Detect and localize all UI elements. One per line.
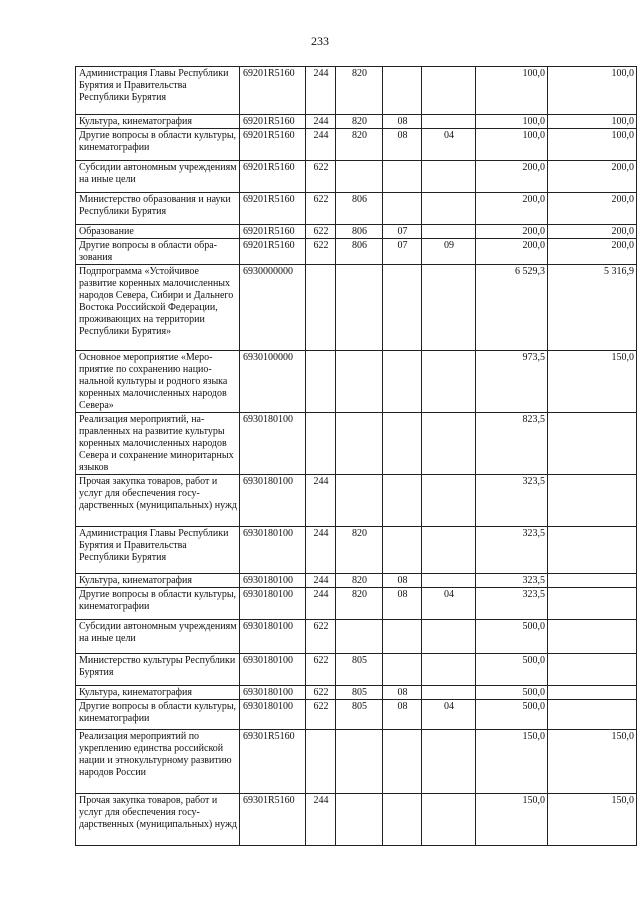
cell-amount-year1: 200,0 bbox=[476, 225, 548, 239]
cell-section: 08 bbox=[383, 115, 422, 129]
cell-name: Культура, кинематография bbox=[76, 574, 240, 588]
budget-table-body bbox=[76, 67, 637, 846]
cell-amount-year2 bbox=[548, 686, 637, 700]
cell-target-article: 6930180100 bbox=[240, 620, 306, 654]
cell-amount-year2: 200,0 bbox=[548, 193, 637, 225]
cell-expense-type: 244 bbox=[306, 527, 336, 574]
cell-amount-year1: 150,0 bbox=[476, 794, 548, 846]
cell-amount-year2: 200,0 bbox=[548, 225, 637, 239]
cell-amount-year1: 200,0 bbox=[476, 239, 548, 265]
table-row bbox=[76, 413, 637, 475]
table-row bbox=[76, 67, 637, 115]
table-row bbox=[76, 239, 637, 265]
cell-subsection: 04 bbox=[422, 129, 476, 161]
cell-expense-type: 622 bbox=[306, 193, 336, 225]
cell-target-article: 6930180100 bbox=[240, 588, 306, 620]
cell-target-article: 69201R5160 bbox=[240, 129, 306, 161]
cell-amount-year1: 500,0 bbox=[476, 654, 548, 686]
cell-administrator-code bbox=[336, 475, 383, 527]
cell-target-article: 69301R5160 bbox=[240, 794, 306, 846]
cell-subsection bbox=[422, 351, 476, 413]
table-row bbox=[76, 700, 637, 730]
cell-name: Прочая закупка товаров, работ и услуг для обеспечения государственных (муниципальных) нужд bbox=[76, 794, 240, 846]
cell-expense-type: 244 bbox=[306, 574, 336, 588]
cell-section: 08 bbox=[383, 700, 422, 730]
cell-expense-type: 622 bbox=[306, 620, 336, 654]
cell-name: Другие вопросы в области культуры, кинематографии bbox=[76, 700, 240, 730]
table-row bbox=[76, 588, 637, 620]
cell-target-article: 69201R5160 bbox=[240, 239, 306, 265]
cell-amount-year1: 323,5 bbox=[476, 527, 548, 574]
cell-amount-year1: 150,0 bbox=[476, 730, 548, 794]
cell-expense-type: 244 bbox=[306, 129, 336, 161]
cell-section bbox=[383, 161, 422, 193]
cell-target-article: 69201R5160 bbox=[240, 161, 306, 193]
cell-section bbox=[383, 413, 422, 475]
cell-amount-year2: 100,0 bbox=[548, 115, 637, 129]
cell-amount-year1: 100,0 bbox=[476, 115, 548, 129]
cell-name: Другие вопросы в области культуры, кинематографии bbox=[76, 129, 240, 161]
cell-section: 08 bbox=[383, 686, 422, 700]
cell-section bbox=[383, 620, 422, 654]
budget-table bbox=[75, 66, 637, 846]
cell-subsection bbox=[422, 67, 476, 115]
cell-target-article: 6930180100 bbox=[240, 527, 306, 574]
cell-name: Министерство культуры Республики Бурятия bbox=[76, 654, 240, 686]
cell-administrator-code bbox=[336, 161, 383, 193]
cell-amount-year2: 200,0 bbox=[548, 161, 637, 193]
cell-expense-type: 622 bbox=[306, 654, 336, 686]
cell-administrator-code bbox=[336, 351, 383, 413]
cell-expense-type bbox=[306, 265, 336, 351]
cell-amount-year1: 500,0 bbox=[476, 700, 548, 730]
cell-name: Подпрограмма «Устойчивое развитие коренных малочисленных народов Севера, Сибири и Дальнего Востока Российской Федерации, проживающих на территории Республики Бурятия» bbox=[76, 265, 240, 351]
cell-subsection bbox=[422, 475, 476, 527]
cell-subsection bbox=[422, 527, 476, 574]
cell-amount-year1: 500,0 bbox=[476, 620, 548, 654]
cell-subsection bbox=[422, 115, 476, 129]
cell-target-article: 6930180100 bbox=[240, 686, 306, 700]
cell-amount-year2 bbox=[548, 475, 637, 527]
cell-administrator-code: 820 bbox=[336, 588, 383, 620]
cell-target-article: 6930000000 bbox=[240, 265, 306, 351]
cell-section: 08 bbox=[383, 574, 422, 588]
table-row bbox=[76, 115, 637, 129]
cell-section: 08 bbox=[383, 129, 422, 161]
table-row bbox=[76, 475, 637, 527]
table-row bbox=[76, 193, 637, 225]
cell-administrator-code bbox=[336, 413, 383, 475]
cell-target-article: 6930180100 bbox=[240, 475, 306, 527]
cell-name: Другие вопросы в области образования bbox=[76, 239, 240, 265]
table-row bbox=[76, 794, 637, 846]
table-row bbox=[76, 225, 637, 239]
table-row bbox=[76, 129, 637, 161]
cell-amount-year1: 323,5 bbox=[476, 475, 548, 527]
cell-expense-type: 244 bbox=[306, 67, 336, 115]
cell-target-article: 69201R5160 bbox=[240, 115, 306, 129]
cell-amount-year2 bbox=[548, 574, 637, 588]
table-row bbox=[76, 654, 637, 686]
cell-name: Администрация Главы Республики Бурятия и Правительства Республики Бурятия bbox=[76, 67, 240, 115]
cell-section bbox=[383, 527, 422, 574]
table-row bbox=[76, 527, 637, 574]
cell-amount-year2: 150,0 bbox=[548, 730, 637, 794]
cell-amount-year2 bbox=[548, 527, 637, 574]
cell-amount-year1: 200,0 bbox=[476, 193, 548, 225]
cell-expense-type: 244 bbox=[306, 588, 336, 620]
cell-name: Реализация мероприятий по укреплению единства российской нации и этнокультурному развитию народов России bbox=[76, 730, 240, 794]
cell-subsection bbox=[422, 730, 476, 794]
cell-expense-type: 622 bbox=[306, 161, 336, 193]
cell-subsection bbox=[422, 265, 476, 351]
cell-amount-year2 bbox=[548, 588, 637, 620]
cell-section bbox=[383, 351, 422, 413]
cell-subsection: 04 bbox=[422, 700, 476, 730]
cell-section bbox=[383, 654, 422, 686]
cell-target-article: 6930180100 bbox=[240, 413, 306, 475]
cell-name: Образование bbox=[76, 225, 240, 239]
cell-name: Субсидии автономным учреждениям на иные цели bbox=[76, 161, 240, 193]
cell-name: Культура, кинематография bbox=[76, 686, 240, 700]
cell-target-article: 69201R5160 bbox=[240, 67, 306, 115]
table-row bbox=[76, 351, 637, 413]
cell-administrator-code: 805 bbox=[336, 686, 383, 700]
cell-name: Другие вопросы в области культуры, кинематографии bbox=[76, 588, 240, 620]
cell-expense-type: 622 bbox=[306, 225, 336, 239]
cell-name: Министерство образования и науки Республики Бурятия bbox=[76, 193, 240, 225]
cell-subsection: 04 bbox=[422, 588, 476, 620]
cell-amount-year1: 323,5 bbox=[476, 574, 548, 588]
cell-amount-year2 bbox=[548, 700, 637, 730]
cell-name: Реализация мероприятий, направленных на развитие культуры коренных малочисленных народов Севера и сохранение миноритарных языков bbox=[76, 413, 240, 475]
cell-administrator-code: 805 bbox=[336, 654, 383, 686]
cell-administrator-code: 806 bbox=[336, 225, 383, 239]
cell-expense-type: 244 bbox=[306, 794, 336, 846]
cell-target-article: 6930180100 bbox=[240, 654, 306, 686]
table-row bbox=[76, 730, 637, 794]
cell-amount-year1: 823,5 bbox=[476, 413, 548, 475]
cell-target-article: 6930180100 bbox=[240, 574, 306, 588]
cell-amount-year2: 5 316,9 bbox=[548, 265, 637, 351]
cell-amount-year2: 150,0 bbox=[548, 351, 637, 413]
cell-section bbox=[383, 265, 422, 351]
cell-subsection: 09 bbox=[422, 239, 476, 265]
cell-target-article: 6930180100 bbox=[240, 700, 306, 730]
table-row bbox=[76, 686, 637, 700]
cell-section bbox=[383, 730, 422, 794]
cell-administrator-code: 820 bbox=[336, 67, 383, 115]
cell-name: Субсидии автономным учреждениям на иные цели bbox=[76, 620, 240, 654]
cell-amount-year2: 100,0 bbox=[548, 129, 637, 161]
cell-target-article: 69201R5160 bbox=[240, 193, 306, 225]
cell-subsection bbox=[422, 686, 476, 700]
cell-name: Основное мероприятие «Мероприятие по сохранению национальной культуры и родного языка коренных малочисленных народов Севера» bbox=[76, 351, 240, 413]
cell-administrator-code: 820 bbox=[336, 527, 383, 574]
cell-target-article: 69301R5160 bbox=[240, 730, 306, 794]
cell-subsection bbox=[422, 654, 476, 686]
page-number: 233 bbox=[311, 34, 329, 48]
cell-expense-type bbox=[306, 413, 336, 475]
cell-subsection bbox=[422, 794, 476, 846]
cell-section bbox=[383, 475, 422, 527]
table-row bbox=[76, 265, 637, 351]
cell-section: 07 bbox=[383, 225, 422, 239]
cell-amount-year2 bbox=[548, 413, 637, 475]
cell-target-article: 6930100000 bbox=[240, 351, 306, 413]
cell-amount-year2 bbox=[548, 654, 637, 686]
cell-section: 08 bbox=[383, 588, 422, 620]
cell-subsection bbox=[422, 620, 476, 654]
cell-amount-year1: 323,5 bbox=[476, 588, 548, 620]
cell-section bbox=[383, 67, 422, 115]
cell-amount-year2: 200,0 bbox=[548, 239, 637, 265]
cell-amount-year1: 500,0 bbox=[476, 686, 548, 700]
cell-subsection bbox=[422, 193, 476, 225]
cell-administrator-code: 806 bbox=[336, 239, 383, 265]
cell-expense-type: 244 bbox=[306, 475, 336, 527]
cell-target-article: 69201R5160 bbox=[240, 225, 306, 239]
cell-expense-type bbox=[306, 351, 336, 413]
cell-expense-type: 622 bbox=[306, 686, 336, 700]
cell-name: Культура, кинематография bbox=[76, 115, 240, 129]
cell-administrator-code: 820 bbox=[336, 129, 383, 161]
cell-administrator-code: 820 bbox=[336, 574, 383, 588]
cell-amount-year2: 150,0 bbox=[548, 794, 637, 846]
cell-administrator-code: 820 bbox=[336, 115, 383, 129]
cell-expense-type: 244 bbox=[306, 115, 336, 129]
table-row bbox=[76, 161, 637, 193]
cell-name: Прочая закупка товаров, работ и услуг для обеспечения государственных (муниципальных) нужд bbox=[76, 475, 240, 527]
cell-administrator-code bbox=[336, 620, 383, 654]
cell-amount-year1: 100,0 bbox=[476, 67, 548, 115]
cell-expense-type: 622 bbox=[306, 239, 336, 265]
cell-administrator-code bbox=[336, 730, 383, 794]
cell-expense-type: 622 bbox=[306, 700, 336, 730]
cell-administrator-code bbox=[336, 265, 383, 351]
cell-subsection bbox=[422, 413, 476, 475]
cell-section bbox=[383, 193, 422, 225]
table-row bbox=[76, 574, 637, 588]
cell-section: 07 bbox=[383, 239, 422, 265]
cell-amount-year1: 200,0 bbox=[476, 161, 548, 193]
cell-amount-year1: 100,0 bbox=[476, 129, 548, 161]
cell-amount-year1: 6 529,3 bbox=[476, 265, 548, 351]
cell-administrator-code: 806 bbox=[336, 193, 383, 225]
cell-name: Администрация Главы Республики Бурятия и Правительства Республики Бурятия bbox=[76, 527, 240, 574]
table-row bbox=[76, 620, 637, 654]
cell-subsection bbox=[422, 574, 476, 588]
cell-expense-type bbox=[306, 730, 336, 794]
cell-subsection bbox=[422, 225, 476, 239]
cell-administrator-code bbox=[336, 794, 383, 846]
cell-amount-year2: 100,0 bbox=[548, 67, 637, 115]
cell-subsection bbox=[422, 161, 476, 193]
cell-section bbox=[383, 794, 422, 846]
cell-amount-year2 bbox=[548, 620, 637, 654]
cell-administrator-code: 805 bbox=[336, 700, 383, 730]
cell-amount-year1: 973,5 bbox=[476, 351, 548, 413]
